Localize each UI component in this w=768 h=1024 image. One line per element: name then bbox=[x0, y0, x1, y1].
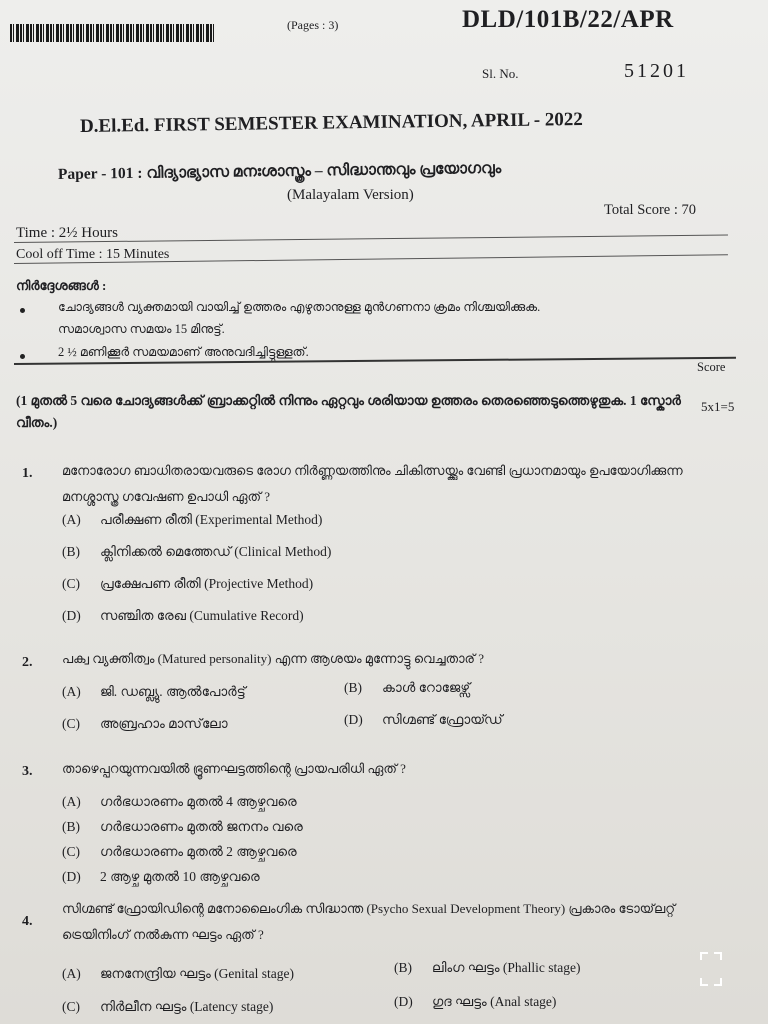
option-text: പ്രക്ഷേപണ രീതി (Projective Method) bbox=[100, 576, 314, 591]
serial-number: 51201 bbox=[624, 60, 689, 82]
option-label: (B) bbox=[62, 819, 80, 834]
option-label: (A) bbox=[62, 794, 81, 809]
cool-off-time: Cool off Time : 15 Minutes bbox=[16, 247, 170, 262]
instruction-item: സമാശ്വാസ സമയം 15 മിനുട്ട്. bbox=[58, 322, 225, 336]
question-number: 1. bbox=[22, 466, 33, 481]
instruction-item: ചോദ്യങ്ങൾ വ്യക്തമായി വായിച്ച് ഉത്തരം എഴുതാനുള്ള മുൻഗണനാ ക്രമം നിശ്ചയിക്കുക. bbox=[58, 300, 541, 314]
question-text: പക്വ വ്യക്തിത്വം (Matured personality) എന്ന ആശയം മുന്നോട്ടു വെച്ചതാര് ? bbox=[62, 651, 485, 666]
option-label: (C) bbox=[62, 716, 80, 731]
option-text: ഗർഭധാരണം മുതൽ 2 ആഴ്ചവരെ bbox=[100, 844, 297, 859]
question-number: 3. bbox=[22, 764, 33, 779]
option-label: (C) bbox=[62, 844, 80, 859]
option-text: ജനനേന്ദ്രിയ ഘട്ടം (Genital stage) bbox=[100, 966, 294, 981]
question-text: മനോരോഗ ബാധിതരായവരുടെ രോഗ നിർണ്ണയത്തിനും ചികിത്സയ്ക്കും വേണ്ടി പ്രധാനമായും ഉപയോഗിക്കുന്ന മനശ്ശാസ്ത്ര ഗവേഷണ ഉപാധി ഏത് ? bbox=[62, 463, 683, 504]
option-text: ജി. ഡബ്ല്യു. ആൽപോർട്ട് bbox=[100, 684, 246, 699]
option-label: (D) bbox=[344, 712, 363, 727]
fullscreen-icon[interactable] bbox=[700, 952, 722, 986]
paper-title: Paper - 101 : വിദ്യാഭ്യാസ മനഃശാസ്ത്രം – സിദ്ധാന്തവും പ്രയോഗവും bbox=[57, 159, 502, 183]
question-text: താഴെപ്പറയുന്നവയിൽ ഭ്രൂണഘട്ടത്തിന്റെ പ്രായപരിധി ഏത് ? bbox=[62, 761, 406, 776]
option-text: സിഗ്മണ്ട് ഫ്രോയ്ഡ് bbox=[382, 712, 503, 727]
option-text: ഗുദ ഘട്ടം (Anal stage) bbox=[432, 994, 557, 1009]
option-label: (A) bbox=[62, 966, 81, 981]
option-label: (D) bbox=[62, 869, 81, 884]
paper-code: DLD/101B/22/APR bbox=[462, 6, 674, 33]
option-text: ഗർഭധാരണം മുതൽ ജനനം വരെ bbox=[100, 819, 303, 834]
option-text: സഞ്ചിത രേഖ (Cumulative Record) bbox=[100, 608, 304, 623]
serial-number-label: Sl. No. bbox=[482, 66, 519, 81]
option-label: (B) bbox=[394, 960, 412, 975]
bullet-icon bbox=[20, 354, 25, 359]
option-label: (D) bbox=[62, 608, 81, 623]
option-text: നിർലീന ഘട്ടം (Latency stage) bbox=[100, 999, 274, 1014]
time-allowed: Time : 2½ Hours bbox=[16, 225, 118, 241]
option-label: (A) bbox=[62, 512, 81, 527]
option-label: (A) bbox=[62, 684, 81, 699]
option-text: അബ്രഹാം മാസ്‌ലോ bbox=[100, 716, 228, 731]
option-text: കാൾ റോജേഴ്സ് bbox=[382, 680, 471, 695]
section-marks: 5x1=5 bbox=[701, 399, 735, 414]
option-text: പരീക്ഷണ രീതി (Experimental Method) bbox=[100, 512, 323, 527]
option-text: ഗർഭധാരണം മുതൽ 4 ആഴ്ചവരെ bbox=[100, 794, 297, 809]
option-label: (B) bbox=[344, 680, 362, 695]
option-label: (C) bbox=[62, 999, 80, 1014]
divider bbox=[14, 235, 728, 243]
total-score: Total Score : 70 bbox=[604, 202, 697, 218]
question-number: 4. bbox=[22, 914, 33, 929]
bullet-icon bbox=[20, 308, 25, 313]
instructions-heading: നിർദ്ദേശങ്ങൾ : bbox=[16, 278, 107, 293]
option-text: 2 ആഴ്ച മുതൽ 10 ആഴ്ചവരെ bbox=[100, 869, 260, 884]
instruction-item: 2 ½ മണിക്കൂർ സമയമാണ് അനുവദിച്ചിട്ടുള്ളത്. bbox=[58, 345, 309, 359]
option-label: (C) bbox=[62, 576, 80, 591]
page-count: (Pages : 3) bbox=[287, 18, 339, 32]
question-number: 2. bbox=[22, 655, 33, 670]
option-label: (B) bbox=[62, 544, 80, 559]
option-label: (D) bbox=[394, 994, 413, 1009]
exam-title: D.El.Ed. FIRST SEMESTER EXAMINATION, APRIL - 2022 bbox=[79, 108, 583, 137]
score-column-label: Score bbox=[697, 360, 726, 374]
question-text: സിഗ്മണ്ട് ഫ്രോയിഡിന്റെ മനോലൈംഗിക സിദ്ധാന്ത (Psycho Sexual Development Theory) പ്രകാരം ടോയ്‌ലറ്റ് ട്രെയിനിംഗ് നൽകുന്ന ഘട്ടം ഏത് ? bbox=[62, 901, 676, 942]
option-text: ലിംഗ ഘട്ടം (Phallic stage) bbox=[432, 960, 581, 975]
section-instruction: (1 മുതൽ 5 വരെ ചോദ്യങ്ങൾക്ക് ബ്രാക്കറ്റിൽ നിന്നും ഏറ്റവും ശരിയായ ഉത്തരം തെരഞ്ഞെടുത്തെഴുതുക. 1 സ്കോർ വീതം.) bbox=[16, 393, 681, 430]
version-label: (Malayalam Version) bbox=[287, 187, 414, 203]
option-text: ക്ലിനിക്കൽ മെത്തേഡ് (Clinical Method) bbox=[100, 544, 332, 559]
barcode bbox=[10, 24, 216, 42]
